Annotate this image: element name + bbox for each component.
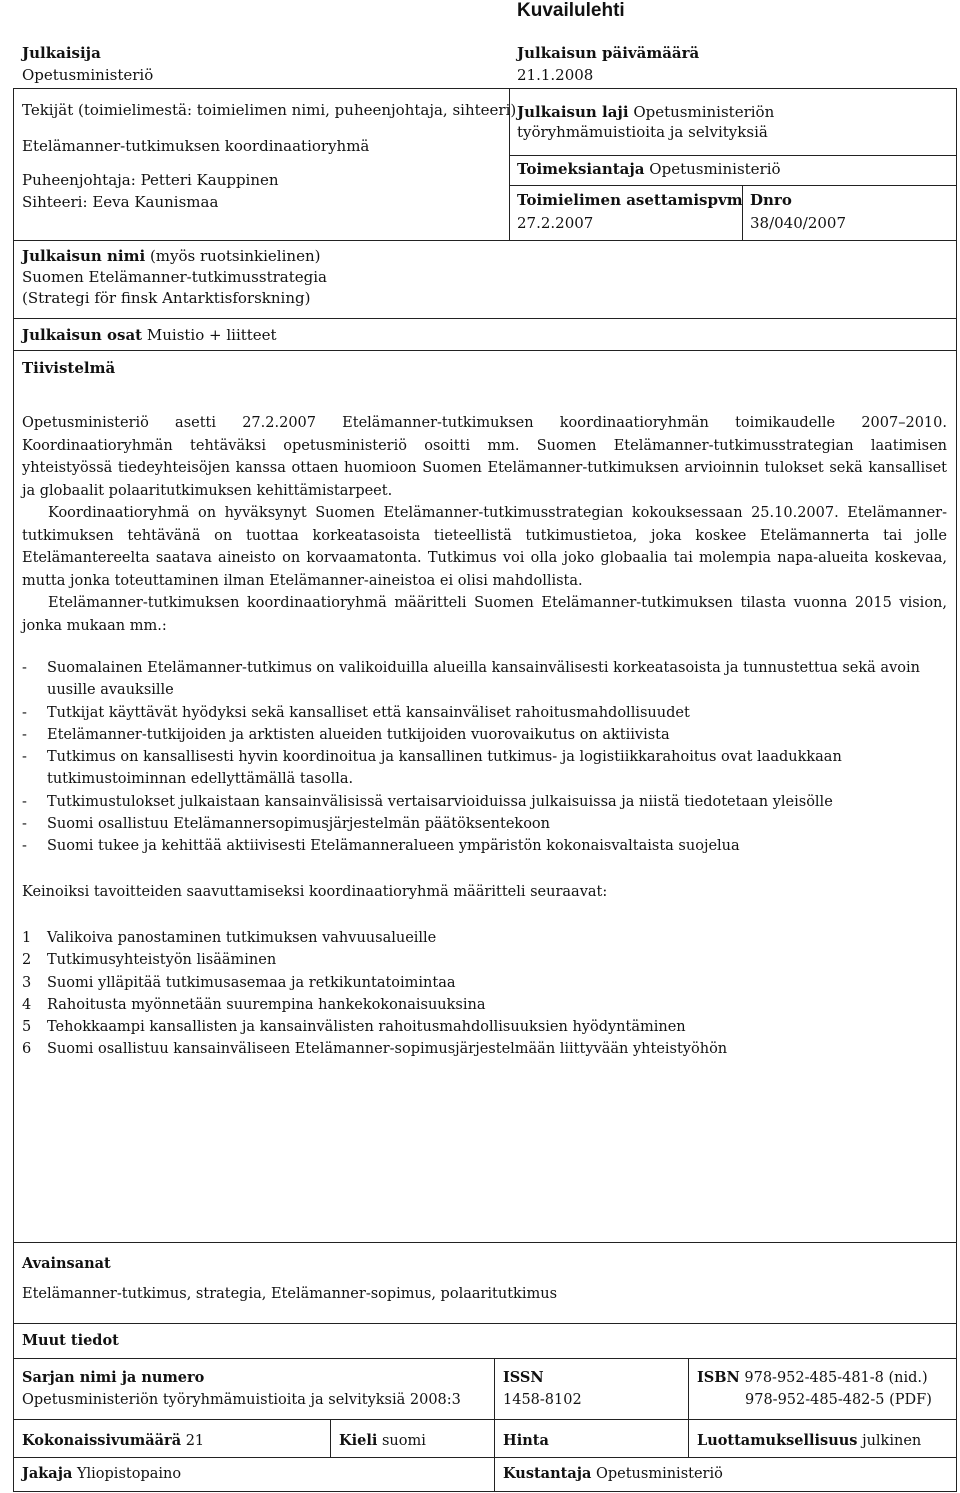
list-item (22, 813, 922, 835)
list-item (22, 702, 922, 724)
language (339, 1432, 426, 1449)
item-number: 1 (22, 930, 32, 946)
established-label: Toimielimen asettamispvm (517, 191, 743, 209)
summary-text (22, 412, 947, 637)
pages-label: Kokonaissivumäärä (22, 1432, 182, 1449)
isbn-value-1: 978-952-485-481-8 (nid.) (744, 1370, 928, 1386)
confidentiality-value: julkinen (862, 1433, 922, 1449)
pub-name-label-suffix: (myös ruotsinkielinen) (149, 247, 321, 265)
list-item (22, 835, 922, 857)
divider-keywords (13, 1323, 957, 1324)
commissioner-label: Toimeksiantaja (517, 160, 645, 178)
pub-type-value-2: työryhmämuistioita ja selvityksiä (517, 123, 768, 141)
pages (22, 1432, 204, 1449)
commissioner-value: Opetusministeriö (649, 160, 781, 178)
list-item (22, 657, 922, 702)
list-item (22, 724, 922, 746)
series-label: Sarjan nimi ja numero (22, 1369, 205, 1386)
item-number: 6 (22, 1041, 32, 1058)
list-item-text: Suomi tukee ja kehittää aktiivisesti Etelämanneralueen ympäristön kokonaisvaltaista suojelua (47, 838, 740, 855)
pages-value: 21 (185, 1433, 205, 1449)
list-item (22, 927, 922, 949)
dash: - (22, 838, 27, 855)
pub-parts-label: Julkaisun osat (22, 326, 143, 344)
commissioner (517, 160, 781, 178)
divider-pages (13, 1457, 957, 1458)
language-value: suomi (381, 1433, 426, 1449)
secretary-line (22, 193, 218, 211)
means-intro: Keinoiksi tavoitteiden saavuttamiseksi koordinaatioryhmä määritteli seuraavat: (22, 884, 608, 900)
pub-date-label: Julkaisun päivämäärä (517, 44, 700, 62)
dash: - (22, 660, 27, 676)
divider-series (13, 1419, 957, 1420)
col-divider-isbn (688, 1358, 689, 1457)
secretary-value: Eeva Kaunismaa (92, 193, 219, 211)
confidentiality (697, 1432, 921, 1449)
list-item (22, 972, 922, 994)
distributor-label: Jakaja (22, 1465, 73, 1482)
distributor (22, 1465, 181, 1482)
list-item-text: Tutkimustulokset julkaistaan kansainvälisissä vertaisarvioiduissa julkaisuissa ja niistä tiedotetaan yleisölle (47, 793, 833, 810)
publisher-cost (503, 1465, 723, 1482)
list-item-text: Tutkimusyhteistyön lisääminen (47, 952, 277, 969)
issn-value: 1458-8102 (503, 1392, 582, 1408)
keywords-label: Avainsanat (22, 1255, 111, 1272)
dash: - (22, 726, 27, 743)
list-item-text: Tehokkaampi kansallisten ja kansainvälisten rahoitusmahdollisuuksien hyödyntäminen (47, 1019, 686, 1036)
list-item-text: Tutkijat käyttävät hyödyksi sekä kansalliset että kansainväliset rahoitusmahdollisuudet (47, 704, 690, 721)
list-item (22, 994, 922, 1016)
issn-label: ISSN (503, 1369, 544, 1386)
list-item-text: Suomi ylläpitää tutkimusasemaa ja retkikuntatoimintaa (47, 974, 456, 991)
divider-other (13, 1358, 957, 1359)
sheet-title: Kuvailulehti (517, 0, 625, 21)
secretary-label: Sihteeri: (22, 193, 88, 211)
item-number: 5 (22, 1019, 32, 1036)
pub-name-label: Julkaisun nimi (22, 247, 146, 265)
col-divider-language (330, 1419, 331, 1457)
list-item-text: Suomalainen Etelämanner-tutkimus on valikoiduilla alueilla kansainvälisesti korkeatasoista ja tunnustettua sekä avoin uusille avauksille (47, 660, 920, 699)
list-item-text: Suomi osallistuu kansainväliseen Etelämanner-sopimusjärjestelmään liittyvään yhteistyöhön (47, 1041, 728, 1058)
established-value: 27.2.2007 (517, 214, 594, 232)
list-item (22, 949, 922, 971)
pub-type-value-1: Opetusministeriön (633, 103, 775, 121)
dnro-value: 38/040/2007 (750, 214, 846, 232)
pub-parts-value: Muistio + liitteet (146, 326, 277, 344)
chair-line (22, 171, 279, 189)
authors-label: Tekijät (toimielimestä: toimielimen nimi, puheenjohtaja, sihteeri) (22, 101, 517, 119)
divider-authors (13, 240, 957, 241)
item-number: 3 (22, 974, 32, 991)
list-item (22, 791, 922, 813)
table-left-border (13, 1242, 14, 1492)
divider-type (509, 155, 957, 156)
top-border (13, 88, 957, 89)
item-number: 4 (22, 996, 32, 1013)
right-border (956, 88, 957, 1243)
bottom-border (13, 1242, 957, 1243)
list-item (22, 746, 922, 791)
pub-type (517, 102, 774, 142)
keywords-value: Etelämanner-tutkimus, strategia, Etelämanner-sopimus, polaaritutkimus (22, 1286, 558, 1302)
isbn-line-1 (697, 1369, 928, 1386)
series-value: Opetusministeriön työryhmämuistioita ja selvityksiä 2008:3 (22, 1392, 461, 1408)
list-item (22, 1016, 922, 1038)
item-number: 2 (22, 952, 32, 969)
publisher-value: Opetusministeriö (22, 66, 154, 84)
list-item-text: Etelämanner-tutkijoiden ja arktisten alueiden tutkijoiden vuorovaikutus on aktiivista (47, 726, 670, 743)
divider-parts (13, 350, 957, 351)
list-item-text: Rahoitusta myönnetään suurempina hankekokonaisuuksina (47, 996, 486, 1013)
means-list (22, 927, 922, 1061)
other-info-label: Muut tiedot (22, 1332, 119, 1349)
summary-paragraph-2: Koordinaatioryhmä on hyväksynyt Suomen Etelämanner-tutkimusstrategian kokouksessaan 25.10.2007. Etelämanner-tutkimuksen tehtävänä on tuottaa korkeatasoista tieteellistä tutkimustietoa, joka koskee Etelämannerta tai jolle Etelämantereelta saatava aineisto on korvaamatonta. Tutkimus voi olla joko globaalia tai molempia napa-alueita koskevaa, mutta jonka toteuttaminen ilman Etelämanner-aineistoa ei olisi mahdollista. (22, 505, 947, 589)
dash: - (22, 749, 27, 766)
chair-label: Puheenjohtaja: (22, 171, 136, 189)
isbn-label: ISBN (697, 1369, 740, 1386)
divider-name (13, 318, 957, 319)
pub-parts (22, 326, 277, 344)
isbn-value-2: 978-952-485-482-5 (PDF) (745, 1392, 932, 1408)
list-item (22, 1038, 922, 1060)
price-label: Hinta (503, 1432, 549, 1449)
pub-name (22, 246, 327, 309)
dash: - (22, 793, 27, 810)
confidentiality-label: Luottamuksellisuus (697, 1432, 858, 1449)
pub-name-fi: Suomen Etelämanner-tutkimusstrategia (22, 268, 327, 286)
dash: - (22, 816, 27, 833)
pub-type-label: Julkaisun laji (517, 103, 629, 121)
list-item-text: Valikoiva panostaminen tutkimuksen vahvuusalueille (47, 930, 437, 946)
left-border (13, 88, 14, 1243)
publisher-label: Julkaisija (22, 44, 101, 62)
dash: - (22, 704, 27, 721)
list-item-text: Suomi osallistuu Etelämannersopimusjärjestelmän päätöksentekoon (47, 816, 551, 833)
authors-body: Etelämanner-tutkimuksen koordinaatioryhmä (22, 137, 370, 155)
pub-date-value: 21.1.2008 (517, 66, 594, 84)
table-right-border (956, 1242, 957, 1492)
list-item-text: Tutkimus on kansallisesti hyvin koordinoitua ja kansallinen tutkimus- ja logistiikkarahoitus ovat laadukkaan tutkimustoiminnan edellyttämällä tasolla. (47, 749, 842, 788)
summary-paragraph-3: Etelämanner-tutkimuksen koordinaatioryhmä määritteli Suomen Etelämanner-tutkimuksen tilasta vuonna 2015 vision, jonka mukaan mm.: (22, 595, 947, 634)
publisher-cost-label: Kustantaja (503, 1465, 592, 1482)
divider-commissioner (509, 185, 957, 186)
summary-label: Tiivistelmä (22, 359, 116, 377)
table-bottom-border (13, 1491, 957, 1492)
dnro-label: Dnro (750, 191, 792, 209)
publisher-cost-value: Opetusministeriö (595, 1466, 723, 1482)
col-divider-issn (494, 1358, 495, 1491)
vision-list (22, 657, 922, 858)
language-label: Kieli (339, 1432, 378, 1449)
pub-name-sv: (Strategi för finsk Antarktisforskning) (22, 289, 311, 307)
summary-paragraph-1: Opetusministeriö asetti 27.2.2007 Etelämanner-tutkimuksen koordinaatioryhmän toimikaudelle 2007–2010. Koordinaatioryhmän tehtäväksi opetusministeriö osoitti mm. Suomen Etelämanner-tutkimusstrategian laatimisen yhteistyössä tiedeyhteisöjen kanssa ottaen huomioon Suomen Etelämanner-tutkimuksen arvioinnin tulokset sekä kansalliset ja globaalit polaaritutkimuksen kehittämistarpeet. (22, 415, 947, 499)
chair-value: Petteri Kauppinen (140, 171, 279, 189)
distributor-value: Yliopistopaino (76, 1466, 182, 1482)
